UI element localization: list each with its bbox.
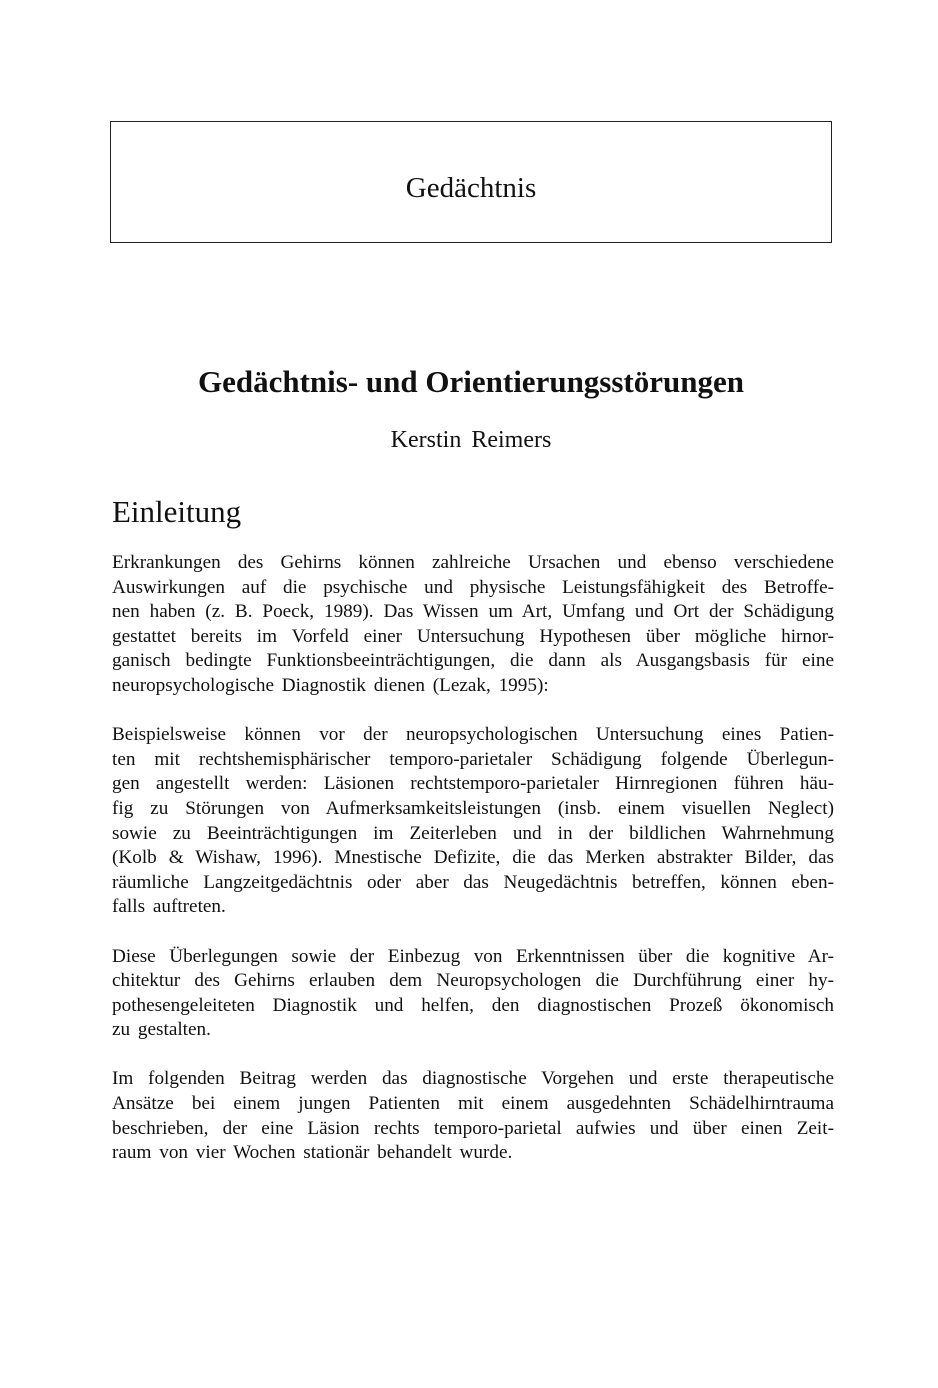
text-line: gen angestellt werden: Läsionen rechtstemporo-parietaler Hirnregionen führen häu- — [112, 773, 834, 795]
paragraph-4 — [112, 1067, 834, 1165]
text-line: Ansätze bei einem jungen Patienten mit einem ausgedehnten Schädelhirntrauma — [112, 1093, 834, 1115]
text-line: Auswirkungen auf die psychische und physische Leistungsfähigkeit des Betroffe- — [112, 576, 834, 598]
text-line: Erkrankungen des Gehirns können zahlreiche Ursachen und ebenso verschiedene — [112, 552, 834, 573]
paragraph-2 — [112, 723, 834, 920]
text-line: ten mit rechtshemisphärischer temporo-parietaler Schädigung folgende Überlegun- — [112, 748, 834, 770]
text-line: gestattet bereits im Vorfeld einer Untersuchung Hypothesen über mögliche hirnor- — [112, 625, 834, 647]
paragraph-3 — [112, 945, 834, 1043]
header-title: Gedächtnis — [405, 172, 537, 204]
text-line: sowie zu Beeinträchtigungen im Zeiterleben und in der bildlichen Wahrnehmung — [112, 822, 834, 844]
text-line: chitektur des Gehirns erlauben dem Neuropsychologen die Durchführung einer hy- — [112, 970, 834, 992]
text-line: Diese Überlegungen sowie der Einbezug von Erkenntnissen über die kognitive Ar- — [112, 945, 834, 967]
text-line: pothesengeleiteten Diagnostik und helfen, den diagnostischen Prozeß ökonomisch — [112, 994, 834, 1016]
body-text — [112, 551, 834, 1190]
text-line: zu gestalten. — [112, 1019, 211, 1041]
document-title: Gedächtnis- und Orientierungsstörungen — [197, 364, 744, 399]
text-line: räumliche Langzeitgedächtnis oder aber das Neugedächtnis betreffen, können eben- — [112, 871, 834, 893]
text-line: neuropsychologische Diagnostik dienen (Lezak, 1995): — [112, 674, 549, 696]
header-box — [110, 121, 832, 243]
text-line: fig zu Störungen von Aufmerksamkeitsleistungen (insb. einem visuellen Neglect) — [112, 797, 834, 819]
text-line: beschrieben, der eine Läsion rechts temporo-parietal aufwies und über einen Zeit- — [112, 1117, 834, 1139]
text-line: (Kolb & Wishaw, 1996). Mnestische Defizite, die das Merken abstrakter Bilder, das — [112, 847, 834, 869]
paragraph-1 — [112, 551, 834, 699]
section-heading-einleitung: Einleitung — [112, 494, 242, 529]
text-line: Im folgenden Beitrag werden das diagnostische Vorgehen und erste therapeutische — [112, 1068, 834, 1090]
text-line: ganisch bedingte Funktionsbeeinträchtigungen, die dann als Ausgangsbasis für eine — [112, 650, 834, 672]
text-line: raum von vier Wochen stationär behandelt wurde. — [112, 1142, 513, 1164]
text-line: nen haben (z. B. Poeck, 1989). Das Wissen um Art, Umfang und Ort der Schädigung — [112, 601, 834, 623]
text-line: Beispielsweise können vor der neuropsychologischen Untersuchung eines Patien- — [112, 724, 834, 746]
text-line: falls auftreten. — [112, 896, 226, 918]
author-name: Kerstin Reimers — [390, 427, 552, 453]
